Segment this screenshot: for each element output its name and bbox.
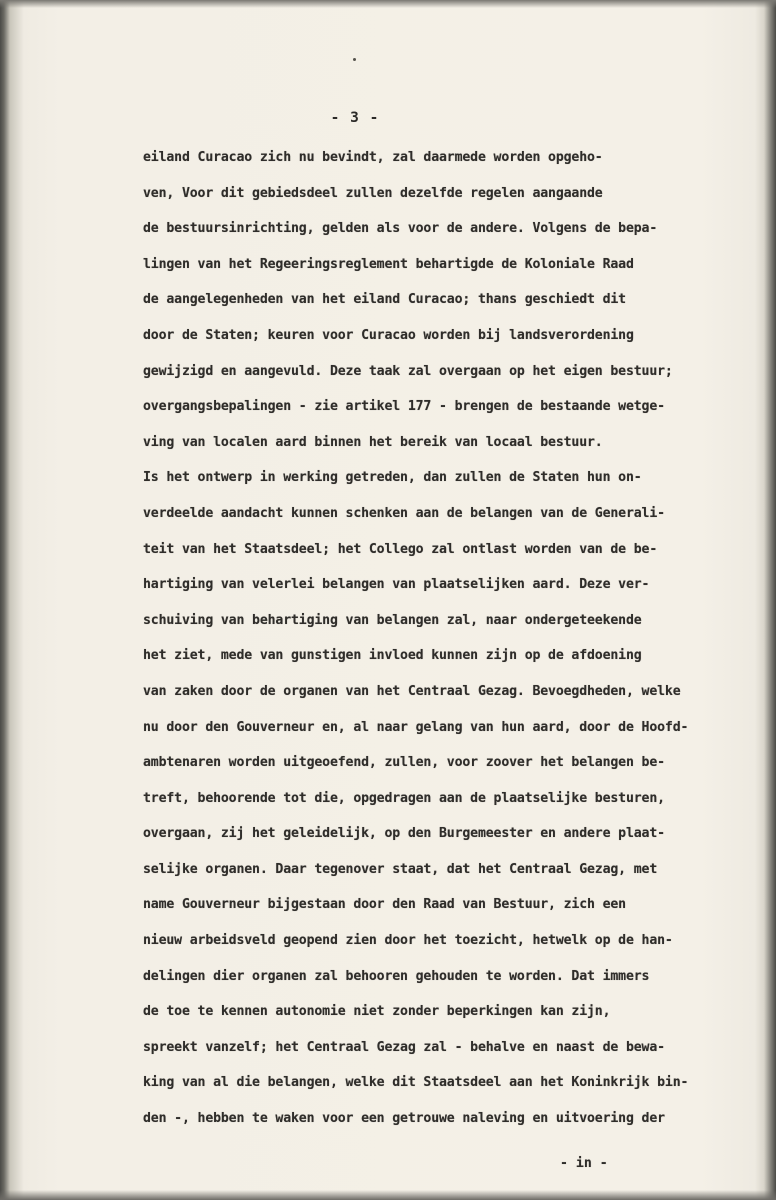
ink-speck [353,58,356,61]
text-line: den -, hebben te waken voor een getrouwe naleving en uitvoering der [143,1111,665,1127]
text-line: door de Staten; keuren voor Curacao worden bij landsverordening [143,327,634,343]
text-line: eiland Curacao zich nu bevindt, zal daarmede worden opgeho- [143,150,603,165]
text-line: delingen dier organen zal behooren gehouden te worden. Dat immers [143,968,650,984]
text-line: overgangsbepalingen - zie artikel 177 - brengen de bestaande wetge- [143,399,665,415]
text-line: verdeelde aandacht kunnen schenken aan de belangen van de Generali- [143,505,665,521]
text-line: overgaan, zij het geleidelijk, op den Burgemeester en andere plaat- [143,826,665,842]
page-number: - 3 - [330,110,380,126]
text-line: teit van het Staatsdeel; het Collego zal ontlast worden van de be- [143,541,658,557]
typed-body-text [143,144,743,1141]
text-line: ambtenaren worden uitgeoefend, zullen, voor zoover het belangen be- [143,755,665,771]
text-line: hartiging van velerlei belangen van plaatselijken aard. Deze ver- [143,577,650,593]
text-line: nieuw arbeidsveld geopend zien door het toezicht, hetwelk op de han- [143,933,673,949]
text-line: het ziet, mede van gunstigen invloed kunnen zijn op de afdoening [143,648,642,664]
text-line: gewijzigd en aangevuld. Deze taak zal overgaan op het eigen bestuur; [143,363,673,379]
catchword: - in - [560,1156,608,1171]
text-line: spreekt vanzelf; het Centraal Gezag zal - behalve en naast de bewa- [143,1039,665,1055]
text-line: schuiving van behartiging van belangen zal, naar ondergeteekende [143,612,642,628]
text-line: de toe te kennen autonomie niet zonder beperkingen kan zijn, [143,1004,611,1020]
text-line: treft, behoorende tot die, opgedragen aan de plaatselijke besturen, [143,790,665,806]
text-line: ving van localen aard binnen het bereik van locaal bestuur. [143,434,603,450]
text-line: de aangelegenheden van het eiland Curacao; thans geschiedt dit [143,292,626,308]
text-line: king van al die belangen, welke dit Staatsdeel aan het Koninkrijk bin- [143,1075,689,1091]
text-line: ven, Voor dit gebiedsdeel zullen dezelfde regelen aangaande [143,185,603,201]
text-line: lingen van het Regeeringsreglement behartigde de Koloniale Raad [143,256,634,272]
text-line: van zaken door de organen van het Centraal Gezag. Bevoegdheden, welke [143,683,681,699]
text-line: de bestuursinrichting, gelden als voor de andere. Volgens de bepa- [143,221,658,237]
text-line: Is het ontwerp in werking getreden, dan zullen de Staten hun on- [143,470,642,486]
text-line: selijke organen. Daar tegenover staat, dat het Centraal Gezag, met [143,861,658,877]
text-line: name Gouverneur bijgestaan door den Raad van Bestuur, zich een [143,897,626,913]
text-line: nu door den Gouverneur en, al naar gelang van hun aard, door de Hoofd- [143,719,689,735]
